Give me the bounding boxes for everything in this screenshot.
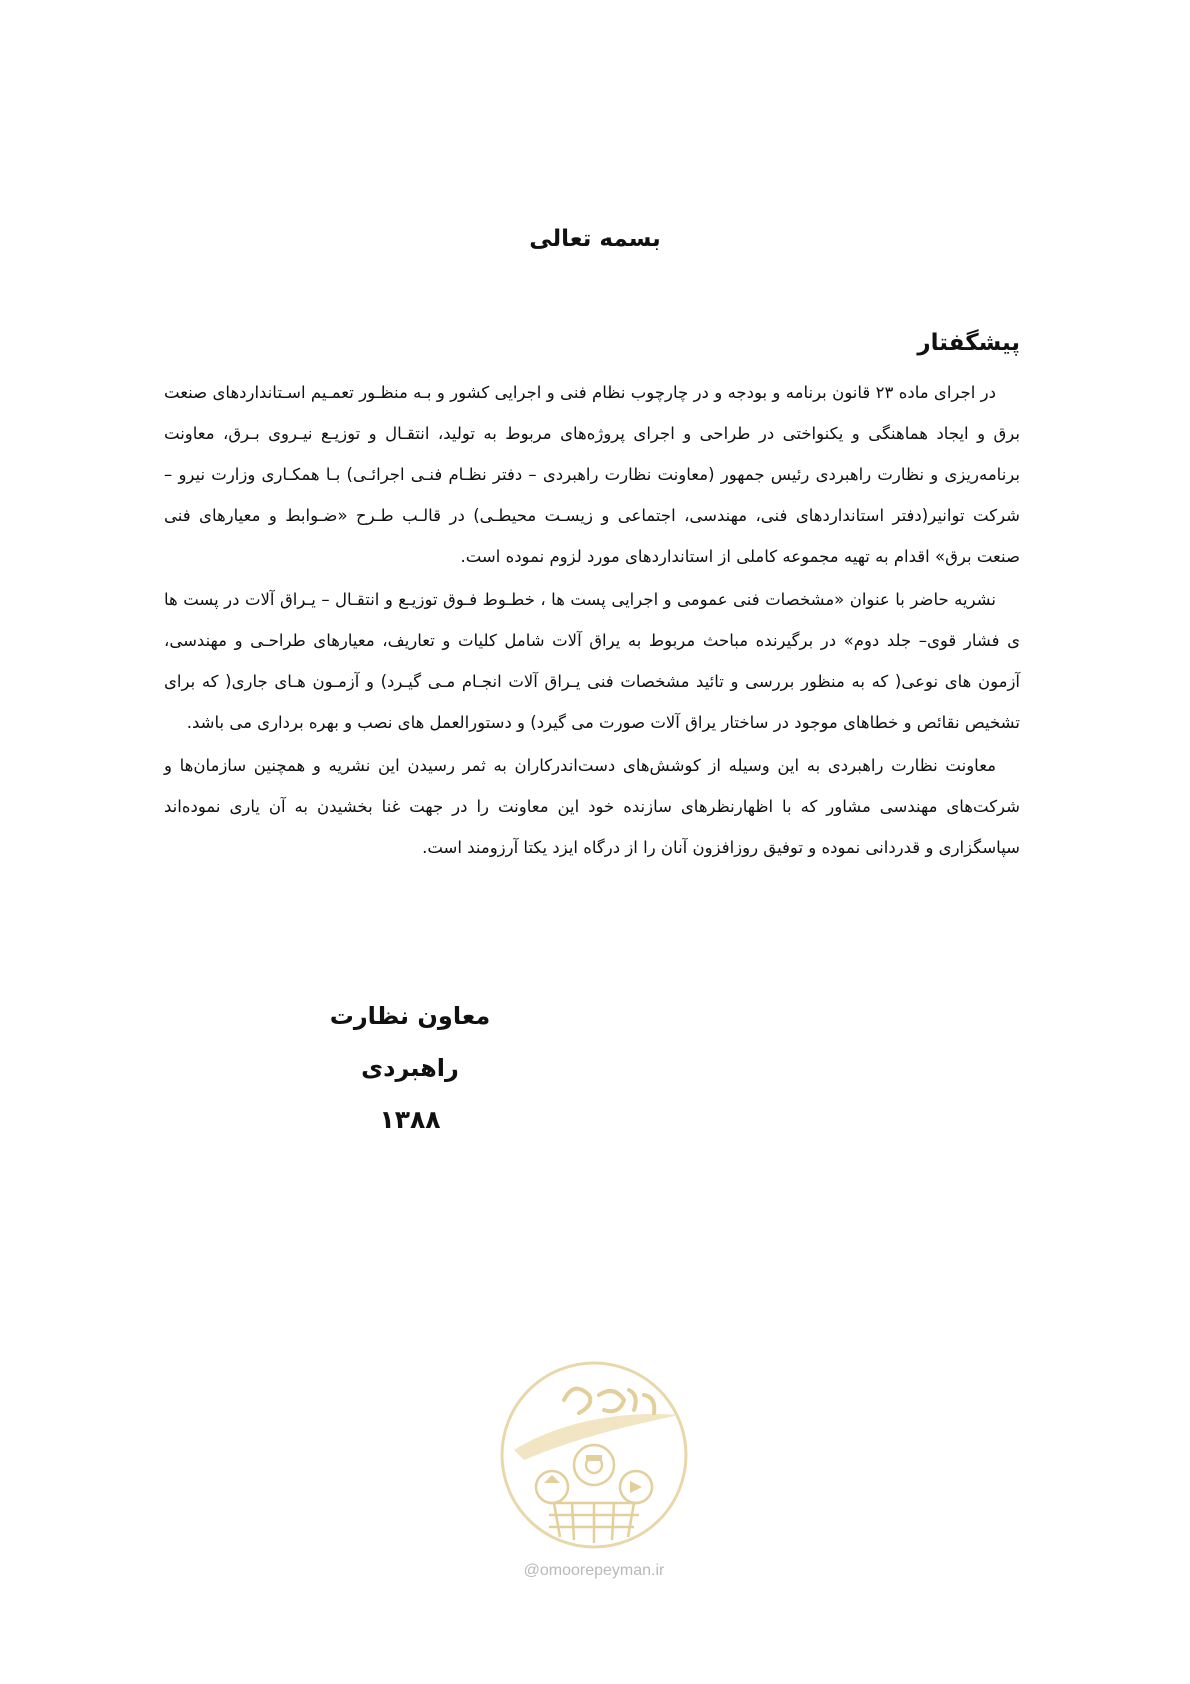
- paragraph-2: نشریه حاضر با عنوان «مشخصات فنی عمومی و اجرایی پست ها ، خطـوط فـوق توزیـع و انتقـال – یـراق آلات در پست ها ی فشار قوی– جلد دوم» در برگیرنده مباحث مربوط به یراق آلات شامل کلیات و تعاریف، معیارهای طراحـی و مهندسی، آزمون های نوعی( که به منظور بررسی و تائید مشخصات فنی یـراق آلات انجـام مـی گیـرد) و آزمـون هـای جاری( که برای تشخیص نقائص و خطاهای موجود در ساختار یراق آلات صورت می گیرد) و دستورالعمل های نصب و بهره برداری می باشد.: [164, 590, 1020, 732]
- paragraph-3: معاونت نظارت راهبردی به این وسیله از کوشش‌های دست‌اندرکاران به ثمر رسیدن این نشریه و همچنین سازمان‌ها و شرکت‌های مهندسی مشاور که با اظهارنظرهای سازنده خود این معاونت را در جهت غنا بخشیدن به آن یاری نموده‌اند سپاسگزاری و قدردانی نموده و توفیق روزافزون آنان را از درگاه ایزد یکتا آرزومند است.: [164, 756, 1020, 857]
- basmala-heading: بسمه تعالی: [529, 226, 661, 252]
- signature-year: ۱۳۸۸: [379, 1105, 441, 1134]
- signature-title: معاون نظارت راهبردی: [329, 1002, 491, 1082]
- paragraph-1: در اجرای ماده ۲۳ قانون برنامه و بودجه و در چارچوب نظام فنی و اجرایی کشور و بـه منظـور تعمـیم اسـتانداردهای صنعت برق و ایجاد هماهنگی و یکنواختی در طراحی و اجرای پروژه‌های مربوط به تولید، انتقـال و توزیـع نیـروی بـرق، معاونت برنامه‌ریزی و نظارت راهبردی رئیس جمهور (معاونت نظارت راهبردی – دفتر نظـام فنـی اجرائـی) بـا همکـاری وزارت نیرو – شرکت توانیر(دفتر استانداردهای فنی، مهندسی، اجتماعی و زیسـت محیطـی) در قالـب طـرح «ضـوابط و معیارهای فنی صنعت برق» اقدام به تهیه مجموعه کاملی از استانداردهای مورد لزوم نموده است.: [164, 383, 1020, 566]
- signature-block: [290, 990, 530, 1146]
- foreword-body: [164, 372, 1020, 870]
- foreword-title: پیشگفتار: [917, 330, 1020, 356]
- watermark-caption: @omoorepeyman.ir: [523, 1562, 665, 1579]
- omoorepeyman-logo-watermark: [494, 1355, 694, 1555]
